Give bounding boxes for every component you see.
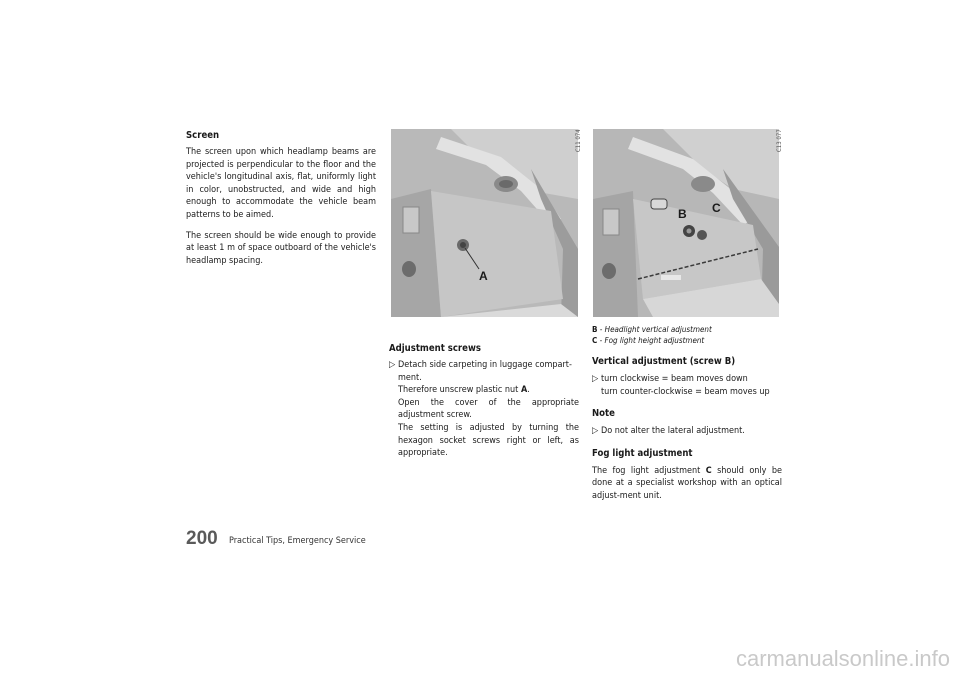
vertical-line-2: turn counter-clockwise = beam moves up [601,386,770,397]
caption-b-text: - Headlight vertical adjustment [597,325,712,334]
caption-c-text: - Fog light height adjustment [597,336,705,345]
step-text-2-end: . [527,385,530,396]
fog-text-post: should only be done at a specialist workshop with an optical adjust-ment unit. [592,465,782,501]
step-text-2: Therefore unscrew plastic nut [398,385,521,396]
caption-b-key: B [592,325,598,334]
figure-adjustment-nut [391,129,578,317]
caption-b [592,324,782,335]
headlamp-housing-illustration [593,129,779,317]
figure-headlight-adjusters [593,129,779,317]
adjustment-screws-heading: Adjustment screws [389,343,481,354]
figure-1-code: C11 074 [575,129,582,152]
page-number: 200 [186,528,218,549]
middle-column [389,343,579,460]
label-b: B [678,207,687,221]
screw-c [697,230,707,240]
step-text-1: Detach side carpeting in luggage compart- [398,360,572,370]
fog-light-paragraph [592,465,782,503]
step-line-3: Open the cover of the appropriate adjustment screw. [398,397,579,421]
fog-text-pre: The fog light adjustment [592,465,706,476]
note-heading: Note [592,408,615,420]
nut-label-a: A [520,385,528,396]
vertical-adjustment-heading: Vertical adjustment (screw B) [592,356,736,367]
fog-light-heading: Fog light adjustment [592,447,693,459]
bullet-triangle-icon: ▷ [592,426,599,437]
step-line-1b: ment. [398,372,422,383]
step-line-4: The setting is adjusted by turning the hexagon socket screws right or left, as appropriate. [398,422,579,459]
vertical-text-1: turn clockwise = beam moves down [601,374,748,384]
step-line-1 [389,359,579,372]
left-column [186,130,376,275]
right-column [592,324,782,511]
note-text: Do not alter the lateral adjustment. [601,426,745,437]
caption-c-key: C [592,336,598,345]
vertical-line-1 [592,373,782,386]
figure-2-code: C13 077 [776,129,783,152]
label-c: C [712,201,721,215]
screen-paragraph-1: The screen upon which headlamp beams are projected is perpendicular to the floor and the vehicle's longitudinal axis, flat, uniformly light in color, unobstructed, and wide and high enough to accommodate the vehicle beam patterns to be aimed. [186,147,376,220]
bullet-triangle-icon: ▷ [592,374,599,384]
step-line-2 [389,384,579,397]
note-line [592,425,782,438]
luggage-compartment-illustration [391,129,578,317]
watermark: carmanualsonline.info [735,646,950,671]
screen-heading: Screen [186,130,220,141]
screen-paragraph-2: The screen should be wide enough to provide at least 1 m of space outboard of the vehicle's headlamp spacing. [186,230,376,266]
fog-label-c: C [705,465,712,476]
caption-c [592,335,782,346]
label-a: A [479,269,488,283]
bullet-triangle-icon: ▷ [389,360,396,370]
section-title: Practical Tips, Emergency Service [229,536,366,546]
